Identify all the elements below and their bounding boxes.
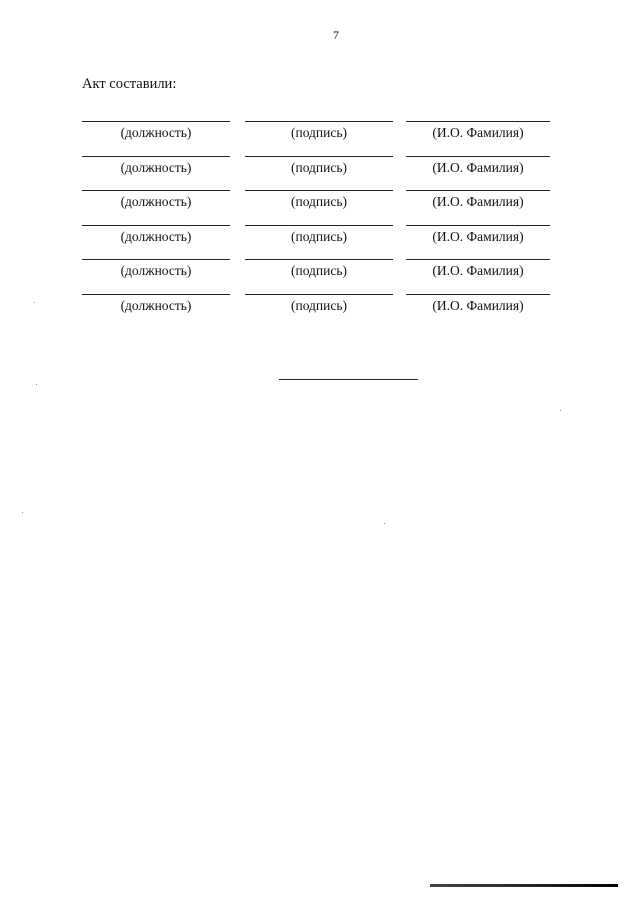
scan-speck — [560, 410, 561, 411]
position-caption: (должность) — [82, 259, 230, 279]
name-caption: (И.О. Фамилия) — [406, 190, 550, 210]
scan-speck — [384, 523, 385, 524]
footer-rule — [430, 884, 618, 887]
scan-speck — [34, 302, 35, 303]
signature-row — [82, 259, 552, 294]
signature-caption: (подпись) — [245, 156, 393, 176]
signature-row — [82, 294, 552, 329]
position-caption: (должность) — [82, 225, 230, 245]
signature-row — [82, 121, 552, 156]
scan-speck — [22, 512, 23, 513]
name-caption: (И.О. Фамилия) — [406, 156, 550, 176]
signature-caption: (подпись) — [245, 294, 393, 314]
signature-caption: (подпись) — [245, 190, 393, 210]
name-caption: (И.О. Фамилия) — [406, 259, 550, 279]
name-caption: (И.О. Фамилия) — [406, 225, 550, 245]
signature-table — [82, 121, 552, 328]
scan-speck — [36, 384, 37, 385]
position-caption: (должность) — [82, 190, 230, 210]
signature-caption: (подпись) — [245, 225, 393, 245]
name-caption: (И.О. Фамилия) — [406, 294, 550, 314]
signature-row — [82, 225, 552, 260]
position-caption: (должность) — [82, 294, 230, 314]
signature-caption: (подпись) — [245, 259, 393, 279]
name-caption: (И.О. Фамилия) — [406, 121, 550, 141]
signature-row — [82, 156, 552, 191]
position-caption: (должность) — [82, 156, 230, 176]
section-end-rule — [279, 379, 418, 380]
intro-text: Акт составили: — [82, 76, 177, 92]
signature-caption: (подпись) — [245, 121, 393, 141]
signature-row — [82, 190, 552, 225]
position-caption: (должность) — [82, 121, 230, 141]
page-number: 7 — [333, 28, 339, 42]
